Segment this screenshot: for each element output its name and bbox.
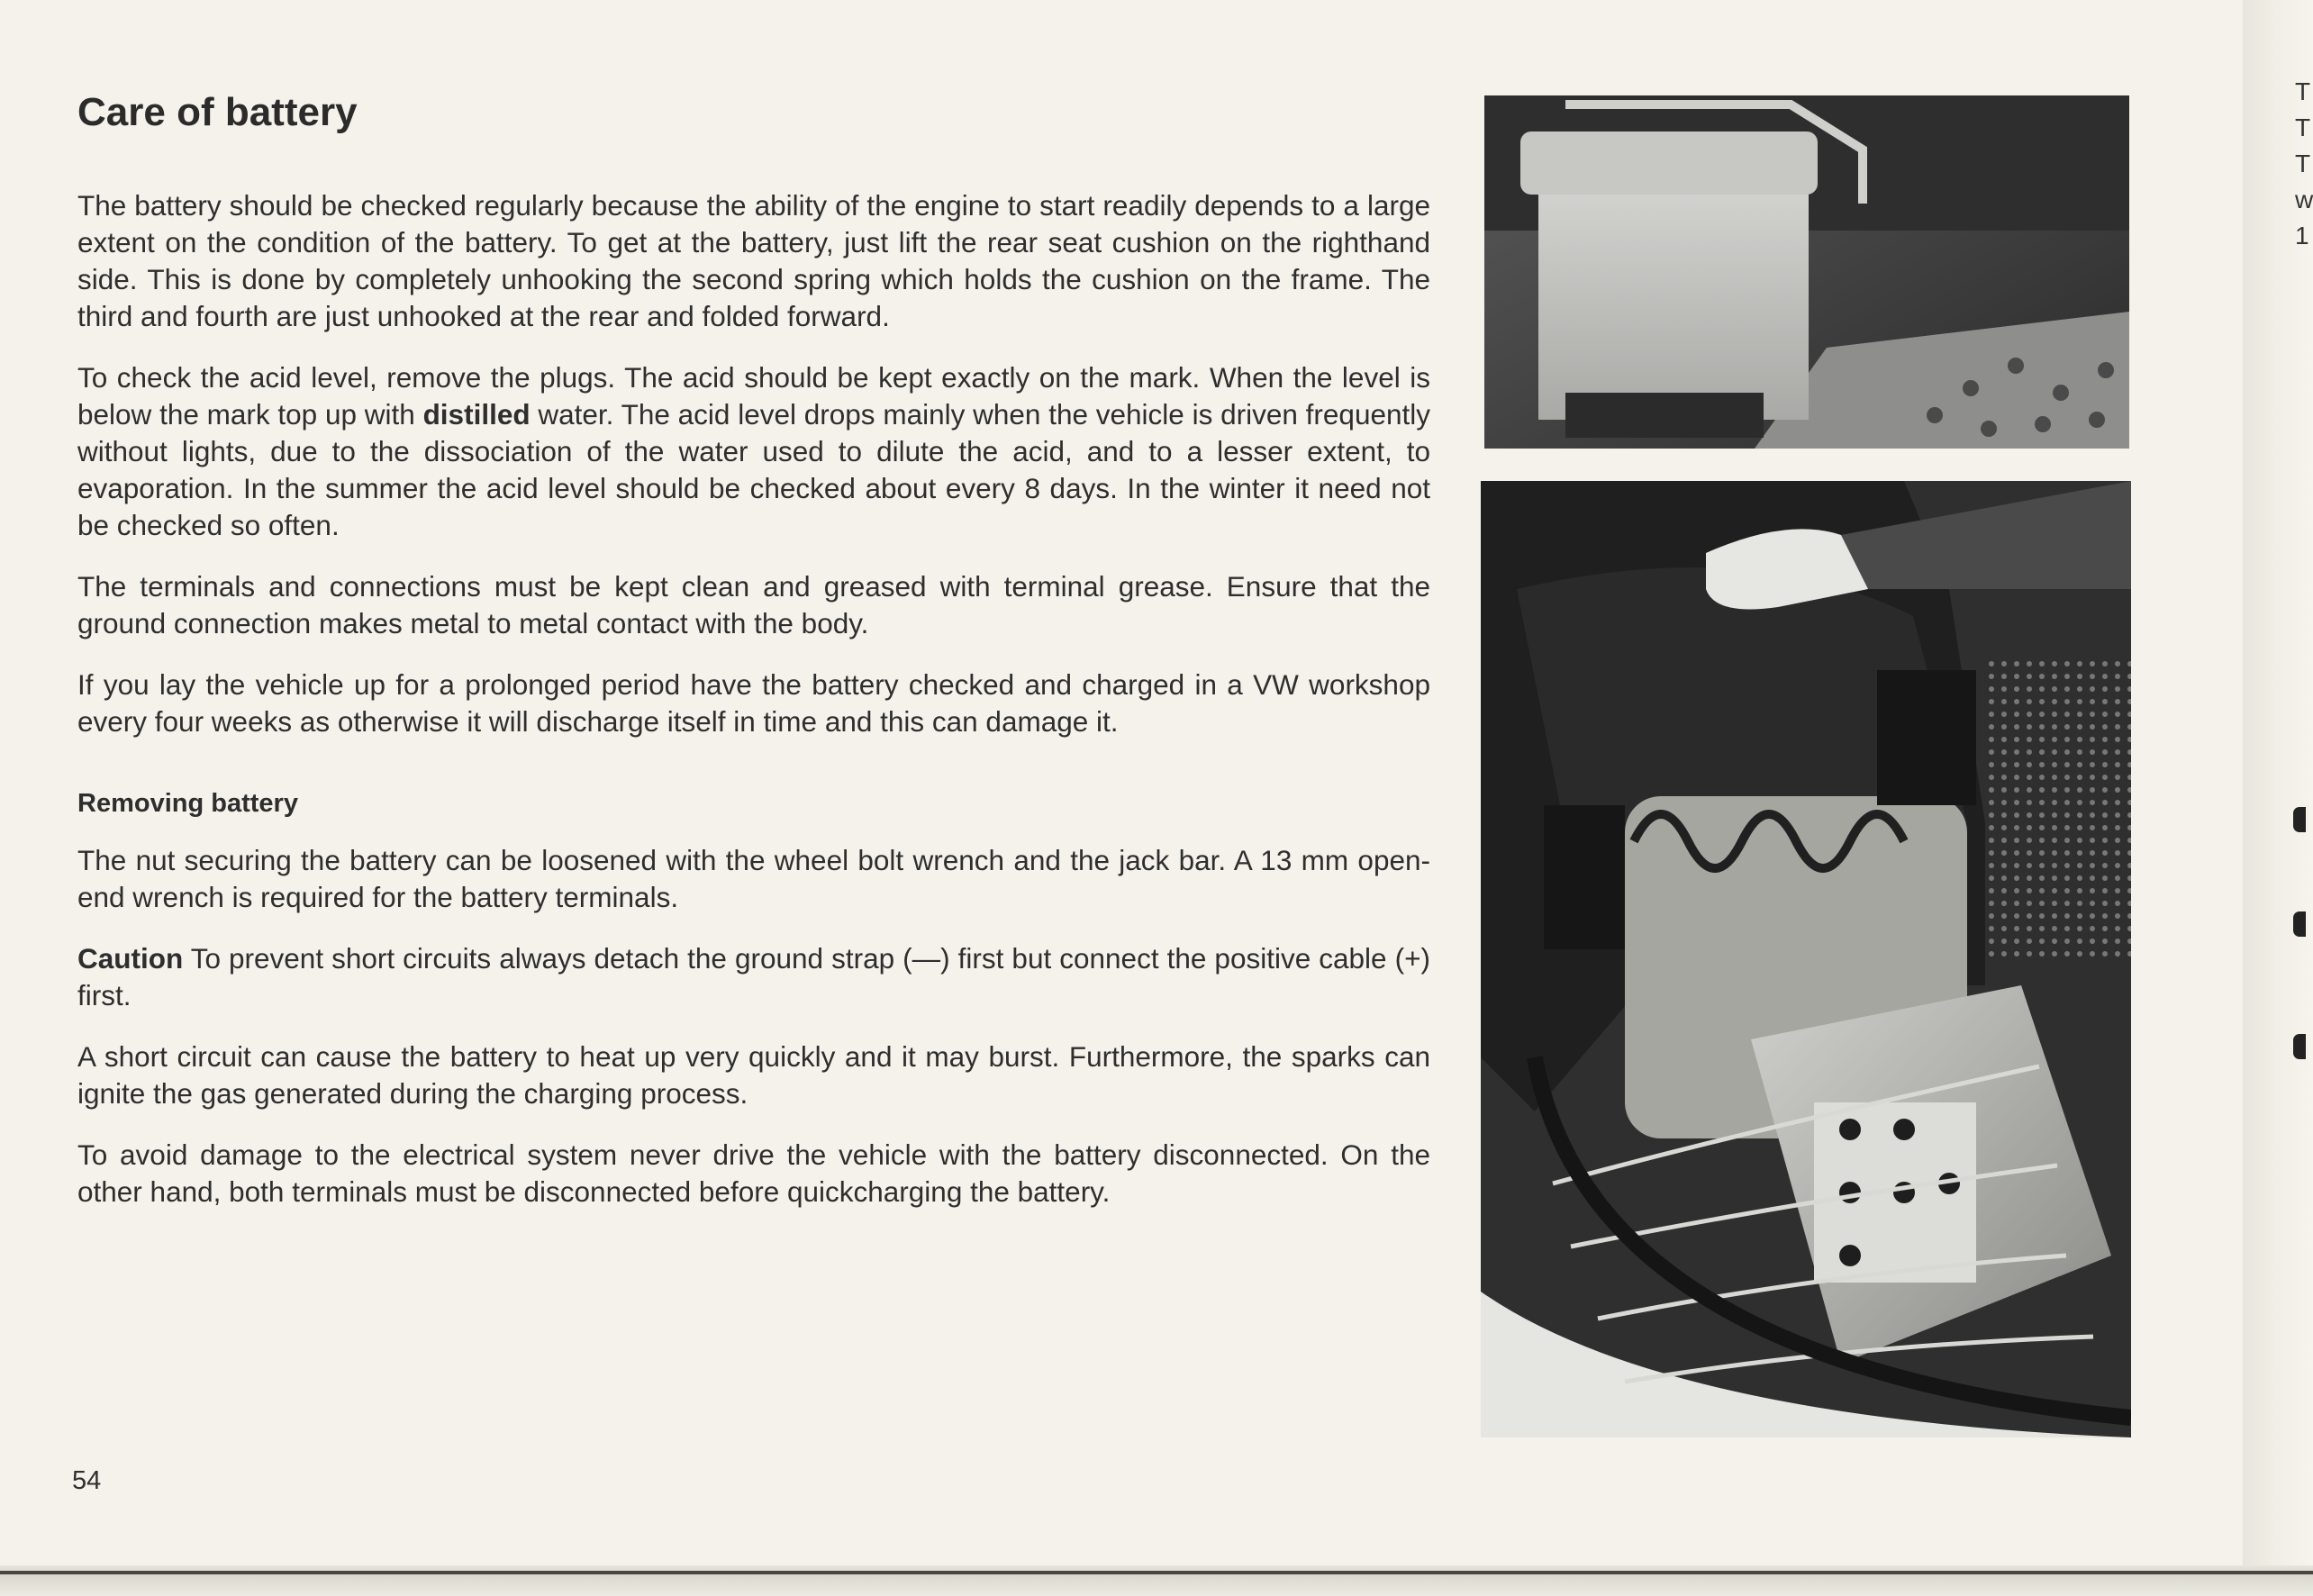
adjacent-page-glyphs (2295, 74, 2313, 254)
paragraph-text: To check the acid level, remove the plugs. The acid should be kept exactly on the mark. When the level is below the mark top up with (77, 361, 1430, 431)
margin-mark (2293, 807, 2306, 832)
caution-text: To prevent short circuits always detach the ground strap (—) first but connect the positive cable (+) first. (77, 942, 1430, 1011)
paragraph-check-battery: The battery should be checked regularly because the ability of the engine to start readily depends to a large extent on the condition of the battery. To get at the battery, just lift the rear seat cushion on the righthand side. This is done by completely unhooking the second spring which holds the cushion on the frame. The third and fourth are just unhooked at the rear and folded forward. (77, 189, 1430, 332)
paragraph-terminals: The terminals and connections must be kept clean and greased with terminal grease. Ensure that the ground connection makes metal to metal contact with the body. (77, 570, 1430, 639)
photo-seat-cushion-lifted (1481, 481, 2131, 1437)
page-title: Care of battery (77, 90, 358, 134)
paragraph-nut: The nut securing the battery can be loosened with the wheel bolt wrench and the jack bar. A 13 mm open-end wrench is required for the battery terminals. (77, 844, 1430, 913)
paragraph-text: water. The acid level drops mainly when the vehicle is driven frequently without lights, due to the dissociation of the water used to dilute the acid, and to a lesser extent, to evaporation. In the summer the acid level should be checked about every 8 days. In the winter it need not be checked so often. (77, 398, 1430, 541)
paragraph-short-circuit: A short circuit can cause the battery to heat up very quickly and it may burst. Furthermore, the sparks can ignite the gas generated during the charging process. (77, 1040, 1430, 1110)
margin-glyph: T (2295, 77, 2311, 105)
section-heading-removing-battery: Removing battery (77, 789, 298, 818)
photo-battery-compartment (1484, 95, 2129, 449)
photo-seat-cushion-drawing (1481, 481, 2131, 1437)
page-bottom-line (0, 1571, 2313, 1574)
caution-label: Caution (77, 942, 184, 975)
photo-battery-compartment-drawing (1484, 95, 2129, 449)
margin-glyph: 1 (2295, 222, 2309, 249)
margin-glyph: T (2295, 113, 2311, 141)
text-column (77, 187, 1430, 1235)
paragraph-acid-level (77, 359, 1430, 544)
paragraph-electrical-damage: To avoid damage to the electrical system never drive the vehicle with the battery disconnected. On the other hand, both terminals must be disconnected before quickcharging the battery. (77, 1138, 1430, 1208)
margin-glyph: T (2295, 150, 2311, 177)
margin-mark (2293, 911, 2306, 937)
paragraph-lay-up: If you lay the vehicle up for a prolonged period have the battery checked and charged in a VW workshop every four weeks as otherwise it will discharge itself in time and this can damage it. (77, 668, 1430, 738)
emphasis-distilled: distilled (422, 398, 531, 431)
margin-mark (2293, 1034, 2306, 1059)
paragraph-caution (77, 940, 1430, 1014)
page-number: 54 (72, 1466, 102, 1495)
margin-glyph: w (2295, 186, 2313, 213)
